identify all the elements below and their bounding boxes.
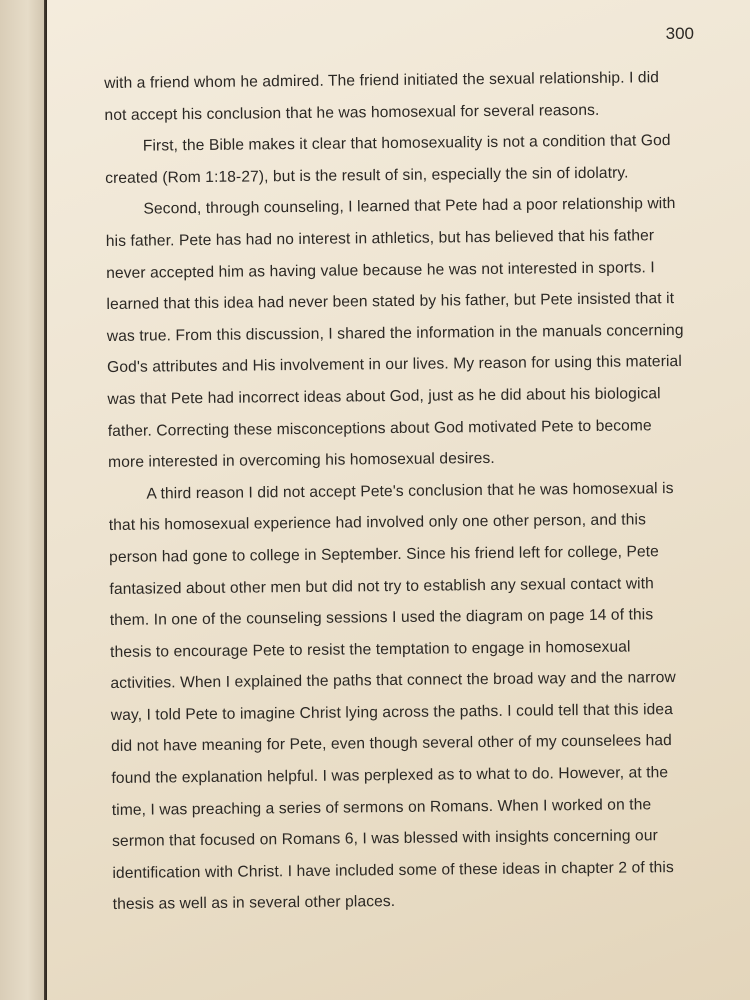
text-line: not accept his conclusion that he was homosexual for several reasons. xyxy=(104,101,600,124)
text-line: activities. When I explained the paths that connect the broad way and the narrow xyxy=(110,669,676,693)
text-line: was true. From this discussion, I shared the information in the manuals concerning xyxy=(106,321,684,345)
text-line: God's attributes and His involvement in our lives. My reason for using this material xyxy=(107,353,682,377)
text-line: more interested in overcoming his homosexual desires. xyxy=(108,450,495,472)
document-page xyxy=(47,0,750,1000)
text-line: thesis to encourage Pete to resist the temptation to engage in homosexual xyxy=(110,638,631,661)
body-text xyxy=(104,62,733,921)
text-line: way, I told Pete to imagine Christ lying across the paths. I could tell that this idea xyxy=(110,700,674,724)
text-line: First, the Bible makes it clear that homosexuality is not a condition that God xyxy=(142,132,671,155)
text-line: that his homosexual experience had involved only one other person, and this xyxy=(108,511,647,535)
text-line: did not have meaning for Pete, even though several other of my counselees had xyxy=(111,732,672,756)
text-line: found the explanation helpful. I was perplexed as to what to do. However, at the xyxy=(111,764,669,788)
text-line: never accepted him as having value because he was not interested in sports. I xyxy=(106,258,655,282)
book-binding-edge xyxy=(0,0,46,1000)
text-line: identification with Christ. I have included some of these ideas in chapter 2 of this xyxy=(112,858,674,882)
text-line: thesis as well as in several other places. xyxy=(112,893,396,914)
text-line: was that Pete had incorrect ideas about God, just as he did about his biological xyxy=(107,385,661,408)
text-line: his father. Pete has had no interest in athletics, but has believed that his father xyxy=(105,227,655,250)
text-line: with a friend whom he admired. The friend initiated the sexual relationship. I did xyxy=(104,69,660,92)
text-line: father. Correcting these misconceptions about God motivated Pete to become xyxy=(107,416,652,440)
text-line: learned that this idea had never been stated by his father, but Pete insisted that it xyxy=(106,290,675,314)
page-number: 300 xyxy=(665,24,694,43)
text-line: fantasized about other men but did not try to establish any sexual contact with xyxy=(109,574,654,598)
text-line: created (Rom 1:18-27), but is the result of sin, especially the sin of idolatry. xyxy=(105,164,629,187)
text-line: Second, through counseling, I learned that Pete had a poor relationship with xyxy=(143,195,676,218)
text-line: A third reason I did not accept Pete's conclusion that he was homosexual is xyxy=(146,479,674,503)
text-line: person had gone to college in September. Since his friend left for college, Pete xyxy=(109,543,659,566)
text-line: time, I was preaching a series of sermons on Romans. When I worked on the xyxy=(111,795,652,819)
text-line: them. In one of the counseling sessions I used the diagram on page 14 of this xyxy=(109,606,654,630)
text-line: sermon that focused on Romans 6, I was blessed with insights concerning our xyxy=(112,827,658,851)
